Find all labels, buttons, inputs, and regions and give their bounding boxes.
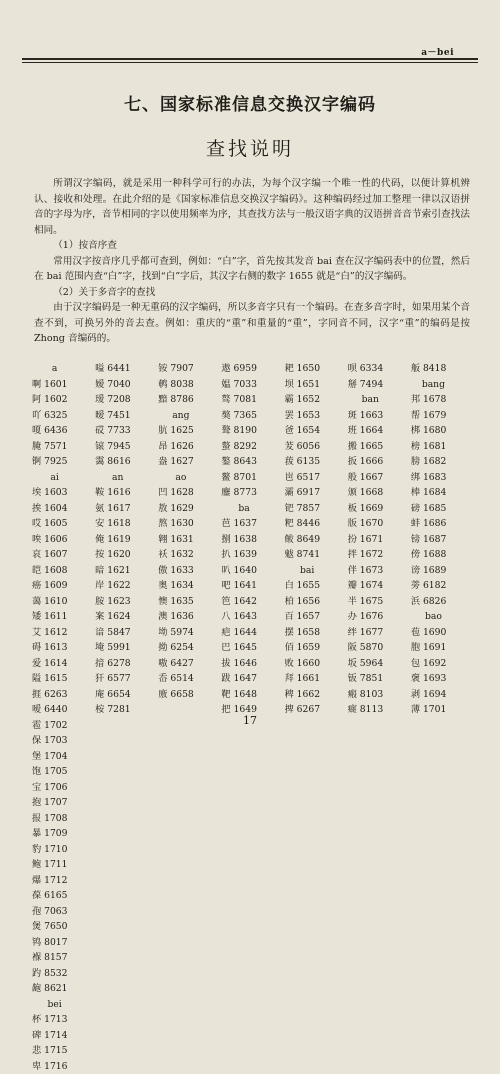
code-entry: 呗 6334 xyxy=(348,361,411,377)
code-entry: 澳 1636 xyxy=(158,609,221,625)
index-column xyxy=(158,361,221,718)
code-entry: 艾 1612 xyxy=(32,625,95,641)
polyphonic-paragraph: 由于汉字编码是一种无重码的汉字编码，所以多音字只有一个编码。在查多音字时，如果用某个音查不到，可换另外的音去查。例如：重庆的“重”和重量的“重”，字同音不同，汉字“重”的编码是按 Zhong 音编码的。 xyxy=(34,300,470,347)
code-entry: 茇 6056 xyxy=(285,439,348,455)
code-entry: 薄 1701 xyxy=(411,702,474,718)
syllable-header: a xyxy=(32,361,95,377)
code-entry: 疤 1644 xyxy=(221,625,284,641)
code-entry: 爱 1614 xyxy=(32,656,95,672)
code-entry: 霸 1652 xyxy=(285,392,348,408)
syllable-header: ang xyxy=(158,408,221,424)
code-entry: 掰 7494 xyxy=(348,377,411,393)
code-entry: 昂 1626 xyxy=(158,439,221,455)
code-entry: 摆 1658 xyxy=(285,625,348,641)
subheading-by-pinyin: （1）按音序查 xyxy=(34,238,470,254)
code-entry: 按 1620 xyxy=(95,547,158,563)
code-entry: 獒 7365 xyxy=(221,408,284,424)
code-entry: 孢 7063 xyxy=(32,904,95,920)
code-entry: 拔 1646 xyxy=(221,656,284,672)
code-entry: 遨 6959 xyxy=(221,361,284,377)
code-entry: 鳌 8701 xyxy=(221,470,284,486)
code-entry: 碑 1714 xyxy=(32,1028,95,1044)
index-column xyxy=(32,718,95,1074)
code-entry: 癌 1609 xyxy=(32,578,95,594)
code-entry: 盎 1627 xyxy=(158,454,221,470)
code-entry: 揞 6278 xyxy=(95,656,158,672)
code-entry: 败 1660 xyxy=(285,656,348,672)
syllable-header: bao xyxy=(411,609,474,625)
code-entry: 暴 1709 xyxy=(32,826,95,842)
code-entry: 半 1675 xyxy=(348,594,411,610)
code-entry: 暗 1621 xyxy=(95,563,158,579)
code-entry: 拗 6254 xyxy=(158,640,221,656)
code-entry: 搬 1665 xyxy=(348,439,411,455)
code-entry: 敖 1629 xyxy=(158,501,221,517)
code-entry: 案 1624 xyxy=(95,609,158,625)
index-column xyxy=(221,361,284,718)
code-entry: 拜 1661 xyxy=(285,671,348,687)
code-entry: 板 1669 xyxy=(348,501,411,517)
code-entry: 耙 1650 xyxy=(285,361,348,377)
code-entry: 阪 5870 xyxy=(348,640,411,656)
code-entry: 铵 7907 xyxy=(158,361,221,377)
code-entry: 暧 7451 xyxy=(95,408,158,424)
code-entry: 媪 7033 xyxy=(221,377,284,393)
index-column xyxy=(285,361,348,718)
code-entry: 雹 1702 xyxy=(32,718,95,734)
code-entry: 哎 1605 xyxy=(32,516,95,532)
index-column xyxy=(348,361,411,718)
code-entry: 螯 8292 xyxy=(221,439,284,455)
code-entry: 舨 8418 xyxy=(411,361,474,377)
code-entry: 瘢 8103 xyxy=(348,687,411,703)
code-entry: 爸 1654 xyxy=(285,423,348,439)
code-entry: 白 1655 xyxy=(285,578,348,594)
code-entry: 骜 7081 xyxy=(221,392,284,408)
code-entry: 埃 1603 xyxy=(32,485,95,501)
code-entry: 拌 1672 xyxy=(348,547,411,563)
code-entry: 煲 7650 xyxy=(32,919,95,935)
code-entry: 坂 5964 xyxy=(348,656,411,672)
code-entry: 葆 6165 xyxy=(32,888,95,904)
code-entry: 办 1676 xyxy=(348,609,411,625)
code-entry: 棒 1684 xyxy=(411,485,474,501)
code-entry: 氨 1617 xyxy=(95,501,158,517)
code-entry: 斑 1663 xyxy=(348,408,411,424)
code-entry: 犴 6577 xyxy=(95,671,158,687)
code-entry: 袄 1632 xyxy=(158,547,221,563)
section-title: 七、国家标准信息交换汉字编码 xyxy=(0,90,500,115)
code-entry: 把 1649 xyxy=(221,702,284,718)
code-entry: 龅 8621 xyxy=(32,981,95,997)
code-entry: 傲 1633 xyxy=(158,563,221,579)
code-entry: 岸 1622 xyxy=(95,578,158,594)
code-entry: 扒 1639 xyxy=(221,547,284,563)
code-entry: 鸨 8017 xyxy=(32,935,95,951)
code-entry: 饱 1705 xyxy=(32,764,95,780)
code-entry: 吧 1641 xyxy=(221,578,284,594)
code-entry: 稗 1662 xyxy=(285,687,348,703)
code-entry: 悲 1715 xyxy=(32,1043,95,1059)
code-entry: 绑 1683 xyxy=(411,470,474,486)
code-entry: 坳 5974 xyxy=(158,625,221,641)
code-entry: 剥 1694 xyxy=(411,687,474,703)
code-entry: 傍 1688 xyxy=(411,547,474,563)
page-number: 17 xyxy=(0,714,500,727)
code-entry: 俺 1619 xyxy=(95,532,158,548)
code-entry: 哀 1607 xyxy=(32,547,95,563)
code-entry: 褓 8157 xyxy=(32,950,95,966)
index-column xyxy=(32,361,95,718)
code-entry: 谙 5847 xyxy=(95,625,158,641)
code-entry: 熬 1630 xyxy=(158,516,221,532)
code-entry: 颁 1668 xyxy=(348,485,411,501)
code-entry: 聱 8190 xyxy=(221,423,284,439)
code-entry: 邦 1678 xyxy=(411,392,474,408)
code-entry: 榜 1681 xyxy=(411,439,474,455)
code-entry: 胞 1691 xyxy=(411,640,474,656)
code-entry: 褒 1693 xyxy=(411,671,474,687)
code-entry: 捱 6263 xyxy=(32,687,95,703)
code-entry: 鹌 8038 xyxy=(158,377,221,393)
code-entry: 皑 1608 xyxy=(32,563,95,579)
code-entry: 叭 1640 xyxy=(221,563,284,579)
code-entry: 阿 1602 xyxy=(32,392,95,408)
code-entry: 宝 1706 xyxy=(32,780,95,796)
code-entry: 啊 1601 xyxy=(32,377,95,393)
code-entry: 伴 1673 xyxy=(348,563,411,579)
code-entry: 奥 1634 xyxy=(158,578,221,594)
code-entry: 笆 1642 xyxy=(221,594,284,610)
code-entry: 靶 1648 xyxy=(221,687,284,703)
syllable-header: ba xyxy=(221,501,284,517)
code-entry: 蒡 6182 xyxy=(411,578,474,594)
code-entry: 鏊 8643 xyxy=(221,454,284,470)
syllable-header: ai xyxy=(32,470,95,486)
code-entry: 鏖 8773 xyxy=(221,485,284,501)
code-entry: 蚌 1686 xyxy=(411,516,474,532)
code-entry: 凹 1628 xyxy=(158,485,221,501)
code-entry: 镑 1687 xyxy=(411,532,474,548)
code-entry: 翱 1631 xyxy=(158,532,221,548)
code-entry: 砹 7733 xyxy=(95,423,158,439)
syllable-header: bai xyxy=(285,563,348,579)
code-entry: 磅 1685 xyxy=(411,501,474,517)
code-entry: 岜 6517 xyxy=(285,470,348,486)
subheading-polyphonic: （2）关于多音字的查找 xyxy=(34,285,470,301)
code-entry: 碍 1613 xyxy=(32,640,95,656)
code-entry: 抱 1707 xyxy=(32,795,95,811)
code-entry: 扳 1666 xyxy=(348,454,411,470)
code-entry: 跋 1647 xyxy=(221,671,284,687)
code-entry: 安 1618 xyxy=(95,516,158,532)
intro-paragraph: 所谓汉字编码，就是采用一种科学可行的办法，为每个汉字编一个唯一性的代码，以便计算机辨认、接收和处理。在此介绍的是《国家标准信息交换汉字编码》。这种编码经过加工整理一律以汉语拼音的字母为序，音节相同的字以使用频率为序，其查找方法与一般汉语字典的汉语拼音音节索引查找法相同。 xyxy=(34,176,470,238)
code-entry: 灞 6917 xyxy=(285,485,348,501)
code-entry: 巴 1645 xyxy=(221,640,284,656)
body-text xyxy=(34,176,470,347)
index-column xyxy=(411,361,474,718)
code-entry: 隘 1615 xyxy=(32,671,95,687)
code-entry: 豹 1710 xyxy=(32,842,95,858)
code-entry: 胺 1623 xyxy=(95,594,158,610)
code-entry: 粑 8446 xyxy=(285,516,348,532)
code-entry: 般 1667 xyxy=(348,470,411,486)
code-entry: 柏 1656 xyxy=(285,594,348,610)
code-entry: 坝 1651 xyxy=(285,377,348,393)
pinyin-lookup-paragraph: 常用汉字按音序几乎都可查到，例如：“白”字，首先按其发音 bai 查在汉字编码表中的位置，然后在 bai 范围内查“白”字，找到“白”字后，其汉字右侧的数字 1655 就是“白”的汉字编码。 xyxy=(34,254,470,285)
code-entry: 魃 8741 xyxy=(285,547,348,563)
code-entry: 报 1708 xyxy=(32,811,95,827)
code-entry: 捌 1638 xyxy=(221,532,284,548)
code-entry: 廒 6658 xyxy=(158,687,221,703)
code-entry: 扮 1671 xyxy=(348,532,411,548)
code-entry: 卑 1716 xyxy=(32,1059,95,1074)
code-entry: 瓣 1674 xyxy=(348,578,411,594)
code-entry: 苞 1690 xyxy=(411,625,474,641)
code-entry: 嗌 6441 xyxy=(95,361,158,377)
code-entry: 霭 8616 xyxy=(95,454,158,470)
code-entry: 嗳 6440 xyxy=(32,702,95,718)
code-entry: 膀 1682 xyxy=(411,454,474,470)
code-entry: 矮 1611 xyxy=(32,609,95,625)
code-entry: 瑷 7208 xyxy=(95,392,158,408)
code-entry: 班 1664 xyxy=(348,423,411,439)
code-entry: 腌 7571 xyxy=(32,439,95,455)
code-entry: 趵 8532 xyxy=(32,966,95,982)
code-entry: 埯 5991 xyxy=(95,640,158,656)
code-entry: 锕 7925 xyxy=(32,454,95,470)
code-entry: 钣 7851 xyxy=(348,671,411,687)
code-entry: 百 1657 xyxy=(285,609,348,625)
code-entry: 八 1643 xyxy=(221,609,284,625)
header-rule-thin xyxy=(22,62,478,63)
syllable-header: ao xyxy=(158,470,221,486)
code-entry: 堡 1704 xyxy=(32,749,95,765)
code-entry: 浜 6826 xyxy=(411,594,474,610)
code-entry: 保 1703 xyxy=(32,733,95,749)
code-entry: 帮 1679 xyxy=(411,408,474,424)
syllable-header: bei xyxy=(32,997,95,1013)
syllable-header: an xyxy=(95,470,158,486)
code-entry: 杯 1713 xyxy=(32,1012,95,1028)
code-entry: 包 1692 xyxy=(411,656,474,672)
code-entry: 爆 1712 xyxy=(32,873,95,889)
code-entry: 梆 1680 xyxy=(411,423,474,439)
code-entry: 鲅 8649 xyxy=(285,532,348,548)
code-entry: 黯 8786 xyxy=(158,392,221,408)
code-entry: 癍 8113 xyxy=(348,702,411,718)
code-entry: 唉 1606 xyxy=(32,532,95,548)
running-head: a－bei xyxy=(421,45,454,58)
code-entry: 谤 1689 xyxy=(411,563,474,579)
code-entry: 捭 6267 xyxy=(285,702,348,718)
page-heading: 查找说明 xyxy=(0,134,500,161)
code-entry: 懊 1635 xyxy=(158,594,221,610)
code-entry: 桉 7281 xyxy=(95,702,158,718)
code-entry: 嫒 7040 xyxy=(95,377,158,393)
code-entry: 钯 7857 xyxy=(285,501,348,517)
code-entry: 鲍 1711 xyxy=(32,857,95,873)
code-entry: 版 1670 xyxy=(348,516,411,532)
code-entry: 芭 1637 xyxy=(221,516,284,532)
code-entry: 挨 1604 xyxy=(32,501,95,517)
code-entry: 肮 1625 xyxy=(158,423,221,439)
code-entry: 吖 6325 xyxy=(32,408,95,424)
code-entry: 嗷 6427 xyxy=(158,656,221,672)
code-entry: 菝 6135 xyxy=(285,454,348,470)
index-column xyxy=(95,361,158,718)
code-entry: 鞍 1616 xyxy=(95,485,158,501)
header-rule xyxy=(22,58,478,60)
code-entry: 庵 6654 xyxy=(95,687,158,703)
code-entry: 罢 1653 xyxy=(285,408,348,424)
code-entry: 嗄 6436 xyxy=(32,423,95,439)
syllable-header: ban xyxy=(348,392,411,408)
code-entry: 蔼 1610 xyxy=(32,594,95,610)
syllable-header: bang xyxy=(411,377,474,393)
code-entry: 岙 6514 xyxy=(158,671,221,687)
code-entry: 绊 1677 xyxy=(348,625,411,641)
code-entry: 锿 7945 xyxy=(95,439,158,455)
code-entry: 佰 1659 xyxy=(285,640,348,656)
